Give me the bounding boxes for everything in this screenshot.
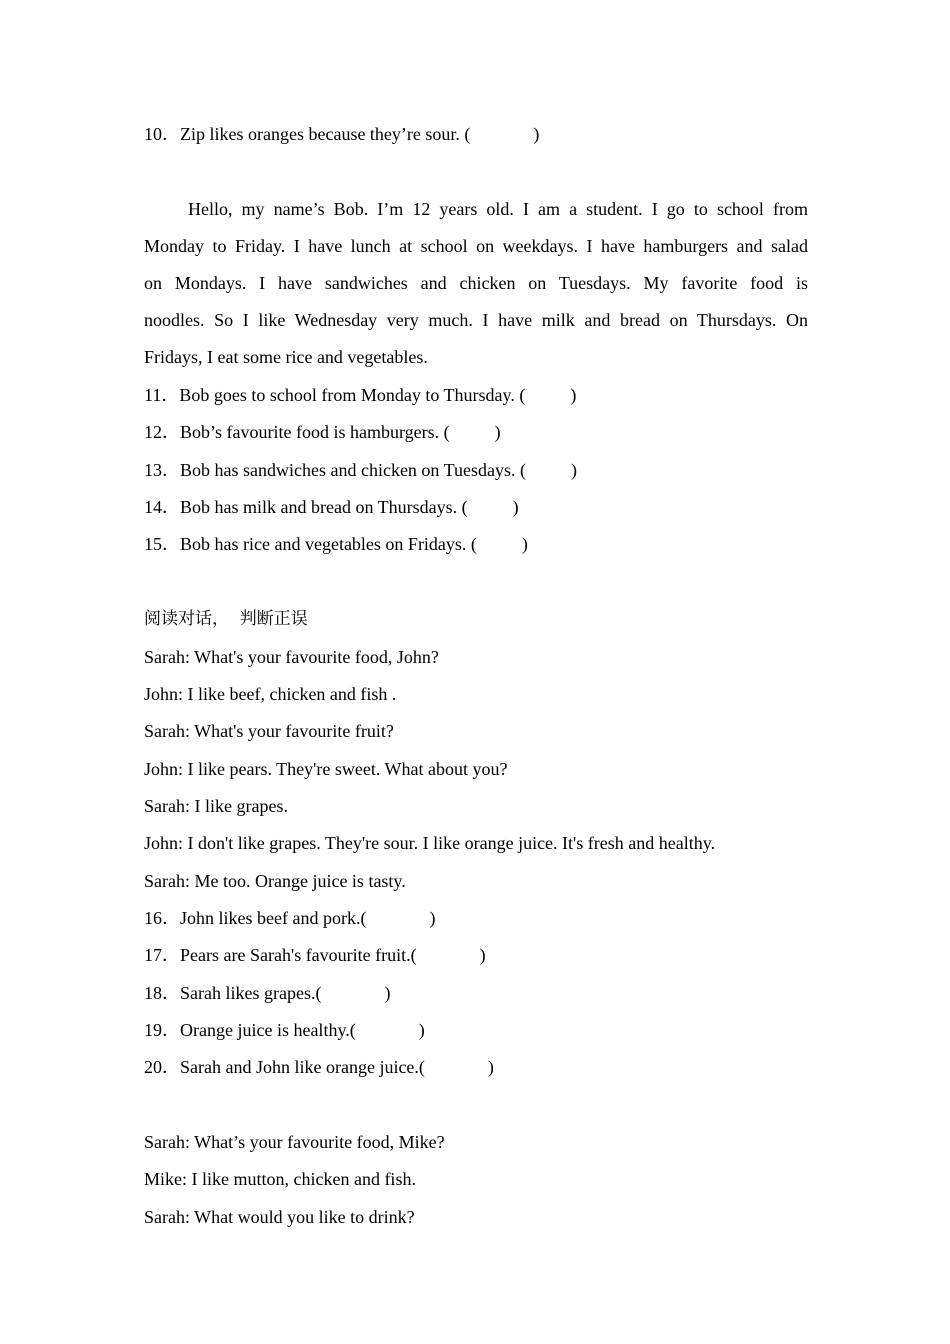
answer-blank[interactable] — [477, 534, 522, 554]
question-close: ) — [533, 124, 540, 144]
question-text: Zip likes oranges because they’re sour. ( — [180, 124, 471, 144]
question-text: Bob has milk and bread on Thursdays. ( — [180, 497, 468, 517]
passage-line: Fridays, I eat some rice and vegetables. — [144, 347, 428, 367]
question-number: 20． — [144, 1057, 180, 1077]
question-number: 18． — [144, 983, 180, 1003]
question-18 — [144, 981, 390, 1005]
answer-blank[interactable] — [470, 124, 533, 144]
question-close: ) — [570, 385, 577, 405]
question-close: ) — [494, 422, 501, 442]
question-14 — [144, 495, 519, 519]
answer-blank[interactable] — [417, 945, 480, 965]
question-number: 19． — [144, 1020, 180, 1040]
dialogue-line: Sarah: What would you like to drink? — [144, 1207, 415, 1227]
question-11 — [144, 383, 576, 407]
answer-blank[interactable] — [526, 460, 571, 480]
question-text: Sarah likes grapes.( — [180, 983, 322, 1003]
question-close: ) — [487, 1057, 494, 1077]
question-text: Sarah and John like orange juice.( — [180, 1057, 425, 1077]
question-19 — [144, 1018, 425, 1042]
dialogue-line: Sarah: Me too. Orange juice is tasty. — [144, 871, 406, 891]
question-number: 16． — [144, 908, 180, 928]
question-number: 15． — [144, 534, 180, 554]
question-number: 17． — [144, 945, 180, 965]
question-close: ) — [429, 908, 436, 928]
question-number: 11． — [144, 385, 180, 405]
question-13 — [144, 458, 577, 482]
dialogue-line: Mike: I like mutton, chicken and fish. — [144, 1169, 416, 1189]
question-number: 13． — [144, 460, 180, 480]
question-text: John likes beef and pork.( — [180, 908, 367, 928]
dialogue-line: John: I like pears. They're sweet. What about you? — [144, 759, 508, 779]
question-close: ) — [418, 1020, 425, 1040]
question-close: ) — [512, 497, 519, 517]
question-close: ) — [384, 983, 391, 1003]
answer-blank[interactable] — [450, 422, 495, 442]
answer-blank[interactable] — [321, 983, 384, 1003]
section-heading: 阅读对话， 判断正误 — [144, 609, 308, 629]
question-17 — [144, 943, 486, 967]
passage-line: Monday to Friday. I have lunch at school on weekdays. I have hamburgers and salad — [144, 236, 808, 256]
answer-blank[interactable] — [525, 385, 570, 405]
reading-passage — [144, 197, 808, 382]
passage-line: on Mondays. I have sandwiches and chicken on Tuesdays. My favorite food is — [144, 273, 808, 293]
answer-blank[interactable] — [356, 1020, 419, 1040]
passage-line: noodles. So I like Wednesday very much. I have milk and bread on Thursdays. On — [144, 310, 808, 330]
question-10 — [144, 122, 539, 146]
question-close: ) — [570, 460, 577, 480]
passage-line: Hello, my name’s Bob. I’m 12 years old. I am a student. I go to school from — [188, 199, 808, 219]
dialogue-line: Sarah: What's your favourite fruit? — [144, 721, 394, 741]
question-16 — [144, 906, 435, 930]
question-20 — [144, 1055, 494, 1079]
dialogue-line: John: I like beef, chicken and fish . — [144, 684, 397, 704]
question-text: Bob’s favourite food is hamburgers. ( — [180, 422, 450, 442]
question-text: Bob goes to school from Monday to Thursday. ( — [179, 385, 526, 405]
answer-blank[interactable] — [425, 1057, 488, 1077]
question-12 — [144, 420, 501, 444]
question-close: ) — [479, 945, 486, 965]
question-text: Pears are Sarah's favourite fruit.( — [180, 945, 417, 965]
question-text: Bob has sandwiches and chicken on Tuesdays. ( — [180, 460, 526, 480]
answer-blank[interactable] — [468, 497, 513, 517]
dialogue-line: Sarah: What's your favourite food, John? — [144, 647, 439, 667]
question-text: Orange juice is healthy.( — [180, 1020, 356, 1040]
dialogue-line: Sarah: What’s your favourite food, Mike? — [144, 1132, 445, 1152]
dialogue-line: John: I don't like grapes. They're sour. I like orange juice. It's fresh and healthy. — [144, 833, 716, 853]
question-text: Bob has rice and vegetables on Fridays. ( — [180, 534, 477, 554]
question-number: 10． — [144, 124, 180, 144]
answer-blank[interactable] — [366, 908, 429, 928]
question-number: 14． — [144, 497, 180, 517]
dialogue-line: Sarah: I like grapes. — [144, 796, 288, 816]
question-number: 12． — [144, 422, 180, 442]
question-15 — [144, 532, 528, 556]
question-close: ) — [521, 534, 528, 554]
